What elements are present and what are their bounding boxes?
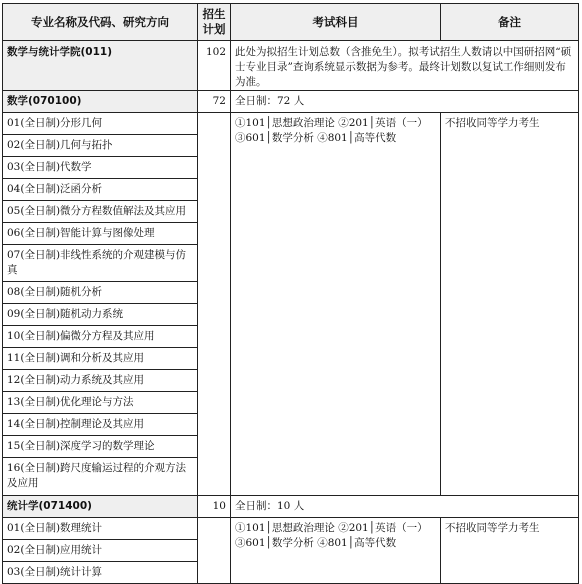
direction-name: 06(全日制)智能计算与图像处理 — [3, 223, 198, 245]
school-note: 此处为拟招生计划总数（含推免生）。拟考试招生人数请以中国研招网“硕士专业目录”查询系统显示数据为参考。最终计划数以复试工作细则发布为准。 — [231, 41, 579, 91]
direction-name: 01(全日制)分形几何 — [3, 113, 198, 135]
direction-name: 03(全日制)代数学 — [3, 157, 198, 179]
school-row — [3, 41, 579, 91]
exam-line-1: ①101│思想政治理论 ②201│英语（一） — [235, 522, 428, 534]
direction-name: 10(全日制)偏微分方程及其应用 — [3, 326, 198, 348]
header-major: 专业名称及代码、研究方向 — [3, 4, 198, 41]
direction-row — [3, 518, 579, 540]
major-remark: 不招收同等学力考生 — [441, 518, 579, 584]
exam-line-2: ③601│数学分析 ④801│高等代数 — [235, 537, 397, 549]
exam-subjects — [231, 113, 441, 496]
exam-line-1: ①101│思想政治理论 ②201│英语（一） — [235, 117, 428, 129]
direction-name: 03(全日制)统计计算 — [3, 562, 198, 584]
direction-plan-cell — [198, 518, 231, 584]
major-remark: 不招收同等学力考生 — [441, 113, 579, 496]
direction-name: 11(全日制)调和分析及其应用 — [3, 348, 198, 370]
direction-name: 02(全日制)应用统计 — [3, 540, 198, 562]
header-plan: 招生计划 — [198, 4, 231, 41]
direction-name: 12(全日制)动力系统及其应用 — [3, 370, 198, 392]
direction-row — [3, 113, 579, 135]
major-row — [3, 91, 579, 113]
direction-name: 16(全日制)跨尺度输运过程的介观方法及应用 — [3, 458, 198, 496]
header-exam: 考试科目 — [231, 4, 441, 41]
direction-name: 01(全日制)数理统计 — [3, 518, 198, 540]
school-name: 数学与统计学院(011) — [3, 41, 198, 91]
direction-name: 04(全日制)泛函分析 — [3, 179, 198, 201]
major-mode: 全日制：10 人 — [231, 496, 579, 518]
exam-line-2: ③601│数学分析 ④801│高等代数 — [235, 132, 397, 144]
school-plan: 102 — [198, 41, 231, 91]
direction-name: 02(全日制)几何与拓扑 — [3, 135, 198, 157]
direction-name: 09(全日制)随机动力系统 — [3, 304, 198, 326]
major-name: 统计学(071400) — [3, 496, 198, 518]
direction-name: 14(全日制)控制理论及其应用 — [3, 414, 198, 436]
major-plan: 10 — [198, 496, 231, 518]
header-remark: 备注 — [441, 4, 579, 41]
direction-name: 15(全日制)深度学习的数学理论 — [3, 436, 198, 458]
exam-subjects — [231, 518, 441, 584]
direction-plan-cell — [198, 113, 231, 496]
direction-name: 13(全日制)优化理论与方法 — [3, 392, 198, 414]
major-plan: 72 — [198, 91, 231, 113]
major-row — [3, 496, 579, 518]
direction-name: 07(全日制)非线性系统的介观建模与仿真 — [3, 245, 198, 282]
major-mode: 全日制：72 人 — [231, 91, 579, 113]
direction-name: 05(全日制)微分方程数值解法及其应用 — [3, 201, 198, 223]
direction-name: 08(全日制)随机分析 — [3, 282, 198, 304]
major-name: 数学(070100) — [3, 91, 198, 113]
admission-table — [2, 3, 579, 584]
